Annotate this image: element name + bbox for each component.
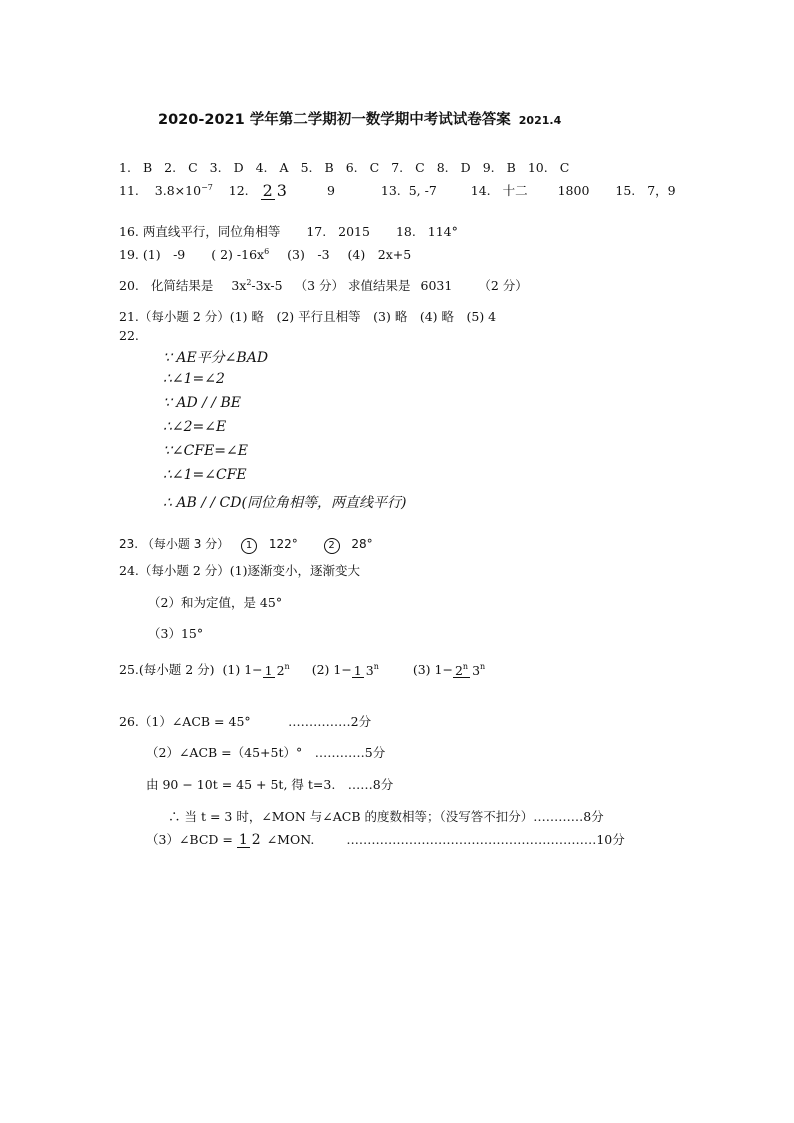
proof-line: ∴∠2=∠E	[163, 419, 227, 435]
answer-7: 7. C	[391, 160, 425, 175]
answer-19-1: (1) -9	[142, 247, 186, 262]
answer-2: 2. C	[164, 160, 198, 175]
title-main: 2020-2021 学年第二学期初一数学期中考试试卷答案	[158, 112, 511, 128]
answers-26-4: ∴ 当 t = 3 时，∠MON 与∠ACB 的度数相等；（没写答不扣分）…………8分	[168, 809, 604, 824]
answers-11-15: 11. $3.8\times 10^{-7}$ 12. 2 3 9 13. 5, -7 14. 十二 1800 15. 7，9	[119, 180, 676, 200]
q25-fraction-2: 1 3$^n$	[353, 662, 379, 678]
answers-1-10	[119, 160, 581, 175]
proof-line: ∵∠CFE=∠E	[163, 443, 248, 459]
answers-19: 19. (1) -9 ( 2) $-16x^6$ (3) -3 (4) 2x+5	[119, 246, 412, 262]
answer-11: $3.8\times 10^{-7}$	[154, 182, 213, 198]
q25-fraction-1: 1 2$^n$	[264, 662, 290, 678]
answer-23-2: 28°	[351, 537, 373, 551]
answer-14-a: 十二	[502, 183, 528, 198]
answer-4: 4. A	[255, 160, 289, 175]
proof-line: ∴ AB / / CD(同位角相等，两直线平行)	[163, 495, 407, 511]
answers-23: 23. （每小题 3 分） 1 122° 2 28°	[119, 535, 373, 554]
answer-20-value: 6031	[420, 278, 453, 293]
q26-fraction: 1 2	[238, 831, 261, 848]
answer-12-fraction: 2 3	[262, 180, 287, 200]
answer-23-1: 122°	[268, 537, 298, 551]
answers-26-5: （3）∠BCD = 1 2 ∠MON. ……………………………………………………10分	[146, 831, 625, 848]
proof-line: ∵ AE平分∠BAD	[163, 350, 269, 366]
answer-20-expression: $3x^2-3x-5$	[231, 277, 283, 293]
page-title	[158, 108, 561, 129]
answers-24-3: （3）15°	[148, 626, 204, 641]
answers-24-2: （2）和为定值，是 45°	[148, 595, 283, 610]
answer-8: 8. D	[436, 160, 471, 175]
q22-number: 22.	[119, 328, 139, 343]
answer-13: 5, -7	[408, 183, 437, 198]
answer-10: 10. C	[527, 160, 570, 175]
answer-17: 2015	[338, 224, 370, 239]
proof-line: ∴∠1=∠CFE	[163, 467, 247, 483]
answer-12-b: 9	[326, 183, 335, 198]
answer-5: 5. B	[300, 160, 334, 175]
answer-19-2: ( 2) $-16x^6$	[211, 246, 270, 262]
answers-26-2: （2）∠ACB =（45+5t）° …………5分	[146, 745, 386, 760]
answers-20: 20. 化简结果是 $3x^2-3x-5$ （3 分） 求值结果是 6031 （2 分）	[119, 277, 528, 293]
answers-24-1: 24.（每小题 2 分）(1)逐渐变小，逐渐变大	[119, 563, 360, 578]
answers-26-1: 26.（1）∠ACB = 45° ……………2分	[119, 714, 372, 729]
q25-fraction-3: 2$^n$ 3$^n$	[454, 662, 486, 678]
answer-19-4: (4) 2x+5	[347, 247, 412, 262]
answers-26-3: 由 90 − 10t = 45 + 5t, 得 t=3. ……8分	[146, 777, 394, 792]
answer-18: 114°	[427, 224, 458, 239]
answer-16: 16. 两直线平行，同位角相等	[119, 224, 281, 239]
answer-19-3: (3) -3	[287, 247, 330, 262]
answer-9: 9. B	[482, 160, 516, 175]
answers-16-18: 16. 两直线平行，同位角相等 17. 2015 18. 114°	[119, 224, 458, 239]
proof-line: ∵ AD / / BE	[163, 395, 241, 411]
answers-25: 25.(每小题 2 分) (1) 1− 1 2$^n$ (2) 1− 1 3$^n$ (3) $1- 2^n$ 3$^n$	[119, 662, 486, 678]
answer-14-b: 1800	[557, 183, 590, 198]
answers-21: 21.（每小题 2 分）(1) 略 (2) 平行且相等 (3) 略 (4) 略 (5) 4	[119, 309, 497, 324]
answer-3: 3. D	[209, 160, 244, 175]
proof-line: ∴∠1=∠2	[163, 371, 225, 387]
circled-2: 2	[324, 538, 340, 554]
answer-15: 7，9	[647, 183, 676, 198]
circled-1: 1	[241, 538, 257, 554]
answer-1: 1. B	[119, 160, 153, 175]
answer-6: 6. C	[345, 160, 380, 175]
title-date: 2021.4	[518, 114, 562, 127]
